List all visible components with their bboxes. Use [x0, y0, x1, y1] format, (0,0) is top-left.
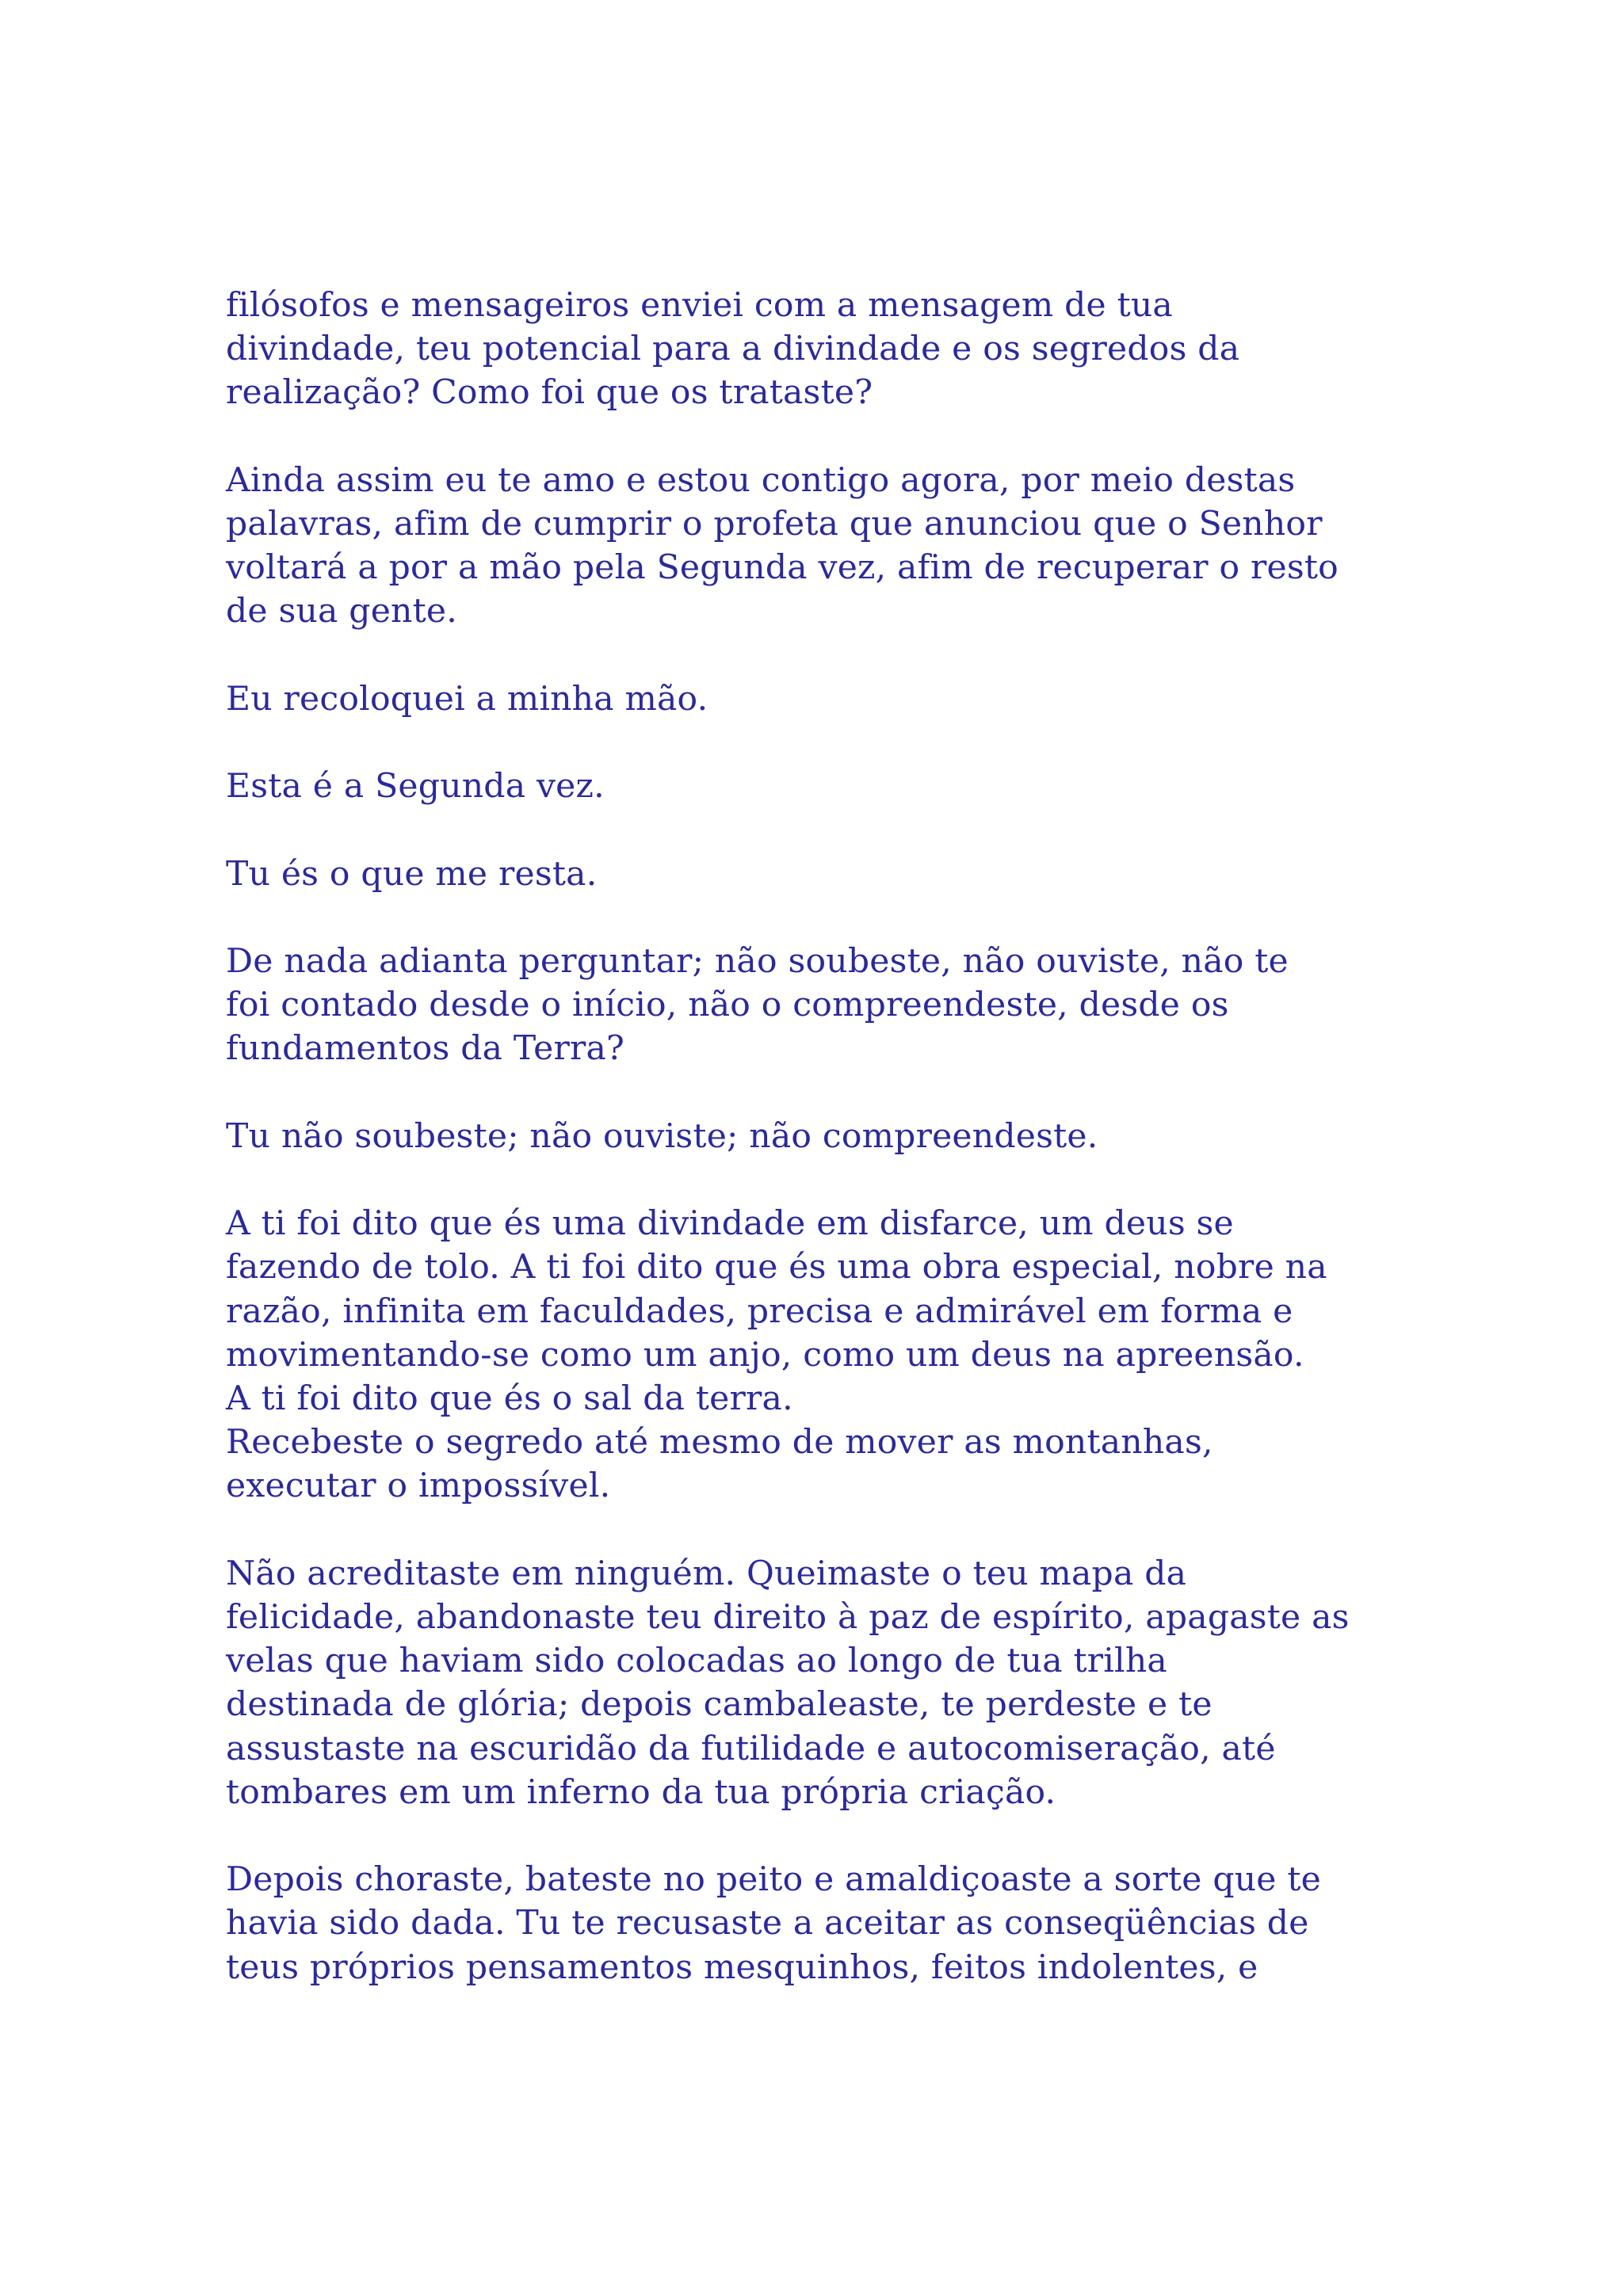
paragraph [226, 1115, 1462, 1158]
paragraph [226, 1552, 1462, 1814]
paragraph [226, 940, 1462, 1071]
text-line: razão, infinita em faculdades, precisa e admirável em forma e [226, 1291, 1293, 1331]
text-line: Eu recoloquei a minha mão. [226, 679, 708, 719]
text-line: divindade, teu potencial para a divindade e os segredos da [226, 330, 1240, 369]
paragraph [226, 1202, 1462, 1508]
text-line: movimentando-se como um anjo, como um deus na apreensão. [226, 1335, 1304, 1375]
text-line: filósofos e mensageiros enviei com a mensagem de tua [226, 286, 1173, 325]
paragraph [226, 459, 1462, 634]
text-line: palavras, afim de cumprir o profeta que anunciou que o Senhor [226, 505, 1323, 543]
text-line: havia sido dada. Tu te recusaste a aceitar as conseqüências de [226, 1904, 1309, 1943]
text-line: velas que haviam sido colocadas ao longo de tua trilha [226, 1642, 1167, 1681]
text-line: foi contado desde o início, não o compreendeste, desde os [226, 986, 1229, 1025]
text-line: fundamentos da Terra? [226, 1029, 625, 1069]
text-line: Tu és o que me resta. [226, 854, 598, 894]
paragraph [226, 677, 1462, 721]
text-line: teus próprios pensamentos mesquinhos, feitos indolentes, e [226, 1947, 1258, 1987]
body-text [226, 284, 1462, 2033]
text-line: voltará a por a mão pela Segunda vez, afim de recuperar o resto [226, 548, 1338, 588]
text-line: Recebeste o segredo até mesmo de mover as montanhas, [226, 1423, 1213, 1463]
text-line: Depois choraste, bateste no peito e amaldiçoaste a sorte que te [226, 1860, 1322, 1900]
text-line: tombares em um inferno da tua própria criação. [226, 1772, 1056, 1812]
text-line: A ti foi dito que és o sal da terra. [226, 1379, 793, 1418]
text-line: executar o impossível. [226, 1466, 611, 1506]
paragraph [226, 765, 1462, 808]
text-line: realização? Como foi que os trataste? [226, 373, 873, 413]
text-line: Tu não soubeste; não ouviste; não compreendeste. [226, 1116, 1098, 1156]
text-line: Não acreditaste em ninguém. Queimaste o teu mapa da [226, 1554, 1187, 1593]
text-line: Ainda assim eu te amo e estou contigo agora, por meio destas [226, 460, 1296, 500]
text-line: destinada de glória; depois cambaleaste, te perdeste e te [226, 1685, 1212, 1725]
paragraph [226, 284, 1462, 415]
paragraph [226, 852, 1462, 896]
text-line: Esta é a Segunda vez. [226, 767, 605, 807]
paragraph [226, 1858, 1462, 1989]
text-line: A ti foi dito que és uma divindade em disfarce, um deus se [226, 1204, 1234, 1244]
text-line: De nada adianta perguntar; não soubeste, não ouviste, não te [226, 941, 1289, 981]
text-line: felicidade, abandonaste teu direito à paz de espírito, apagaste as [226, 1597, 1350, 1637]
text-line: fazendo de tolo. A ti foi dito que és uma obra especial, nobre na [226, 1248, 1327, 1287]
text-line: assustaste na escuridão da futilidade e autocomiseração, até [226, 1729, 1276, 1768]
text-line: de sua gente. [226, 592, 457, 631]
